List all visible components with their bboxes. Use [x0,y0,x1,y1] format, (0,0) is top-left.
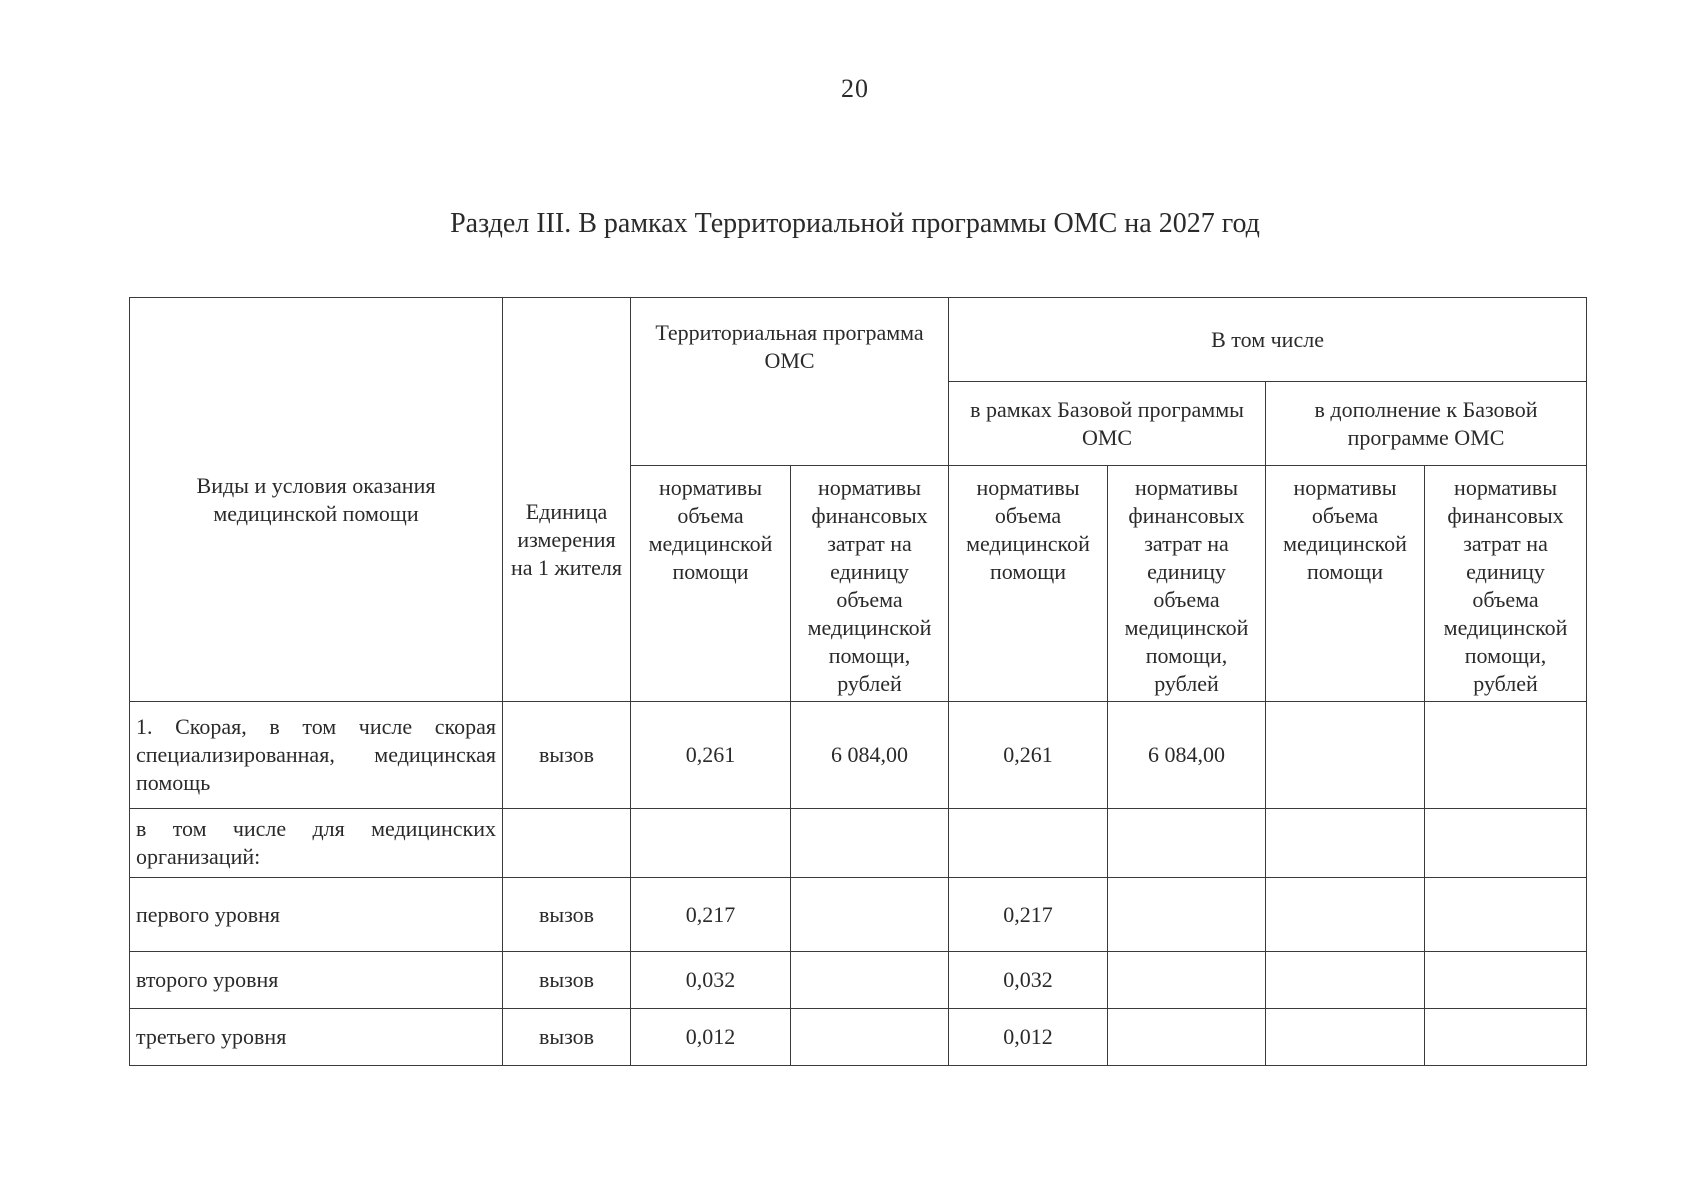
row-basic-cost [1108,952,1266,1009]
row-add-cost [1425,952,1587,1009]
row-basic-cost [1108,1009,1266,1066]
row-label: второго уровня [130,952,503,1009]
header-territorial-program: Территориальная программа ОМС [631,298,949,466]
row-add-cost [1425,702,1587,809]
row-tp-cost [791,952,949,1009]
row-add-volume [1266,702,1425,809]
row-tp-volume: 0,261 [631,702,791,809]
row-basic-volume: 0,261 [949,702,1108,809]
row-label: в том числе для медицинских организаций: [130,809,503,878]
row-add-volume [1266,952,1425,1009]
row-unit: вызов [503,1009,631,1066]
row-basic-volume: 0,217 [949,878,1108,952]
row-tp-cost [791,1009,949,1066]
row-tp-cost [791,809,949,878]
header-within-basic: в рамках Базовой программы ОМС [949,382,1266,466]
header-unit: Единица измерения на 1 жителя [503,298,631,702]
row-unit: вызов [503,878,631,952]
header-including: В том числе [949,298,1587,382]
table-row [130,702,1587,809]
row-basic-volume: 0,032 [949,952,1108,1009]
row-basic-cost [1108,878,1266,952]
header-kinds: Виды и условия оказания медицинской помощи [130,298,503,702]
table-row [130,952,1587,1009]
row-basic-cost: 6 084,00 [1108,702,1266,809]
row-tp-volume: 0,032 [631,952,791,1009]
row-basic-volume: 0,012 [949,1009,1108,1066]
row-tp-cost: 6 084,00 [791,702,949,809]
row-add-cost [1425,878,1587,952]
norms-table [129,297,1587,1066]
header-add-volume: нормативы объема медицинской помощи [1266,466,1425,702]
row-add-volume [1266,878,1425,952]
header-in-addition-basic: в дополнение к Базовой программе ОМС [1266,382,1587,466]
row-label: 1. Скорая, в том числе скорая специализированная, медицинская помощь [130,702,503,809]
row-unit: вызов [503,702,631,809]
header-add-cost: нормативы финансовых затрат на единицу объема медицинской помощи, рублей [1425,466,1587,702]
section-title: Раздел III. В рамках Территориальной программы ОМС на 2027 год [450,208,1260,239]
row-unit [503,809,631,878]
header-tp-cost: нормативы финансовых затрат на единицу объема медицинской помощи, рублей [791,466,949,702]
table-row [130,809,1587,878]
row-unit: вызов [503,952,631,1009]
header-basic-cost: нормативы финансовых затрат на единицу объема медицинской помощи, рублей [1108,466,1266,702]
row-tp-volume: 0,217 [631,878,791,952]
row-basic-volume [949,809,1108,878]
table-row [130,1009,1587,1066]
header-basic-volume: нормативы объема медицинской помощи [949,466,1108,702]
table-row [130,878,1587,952]
row-tp-volume [631,809,791,878]
row-add-volume [1266,809,1425,878]
row-add-volume [1266,1009,1425,1066]
row-label: третьего уровня [130,1009,503,1066]
row-tp-cost [791,878,949,952]
header-tp-volume: нормативы объема медицинской помощи [631,466,791,702]
row-add-cost [1425,809,1587,878]
row-label: первого уровня [130,878,503,952]
row-add-cost [1425,1009,1587,1066]
row-basic-cost [1108,809,1266,878]
page-number: 20 [841,74,869,103]
row-tp-volume: 0,012 [631,1009,791,1066]
